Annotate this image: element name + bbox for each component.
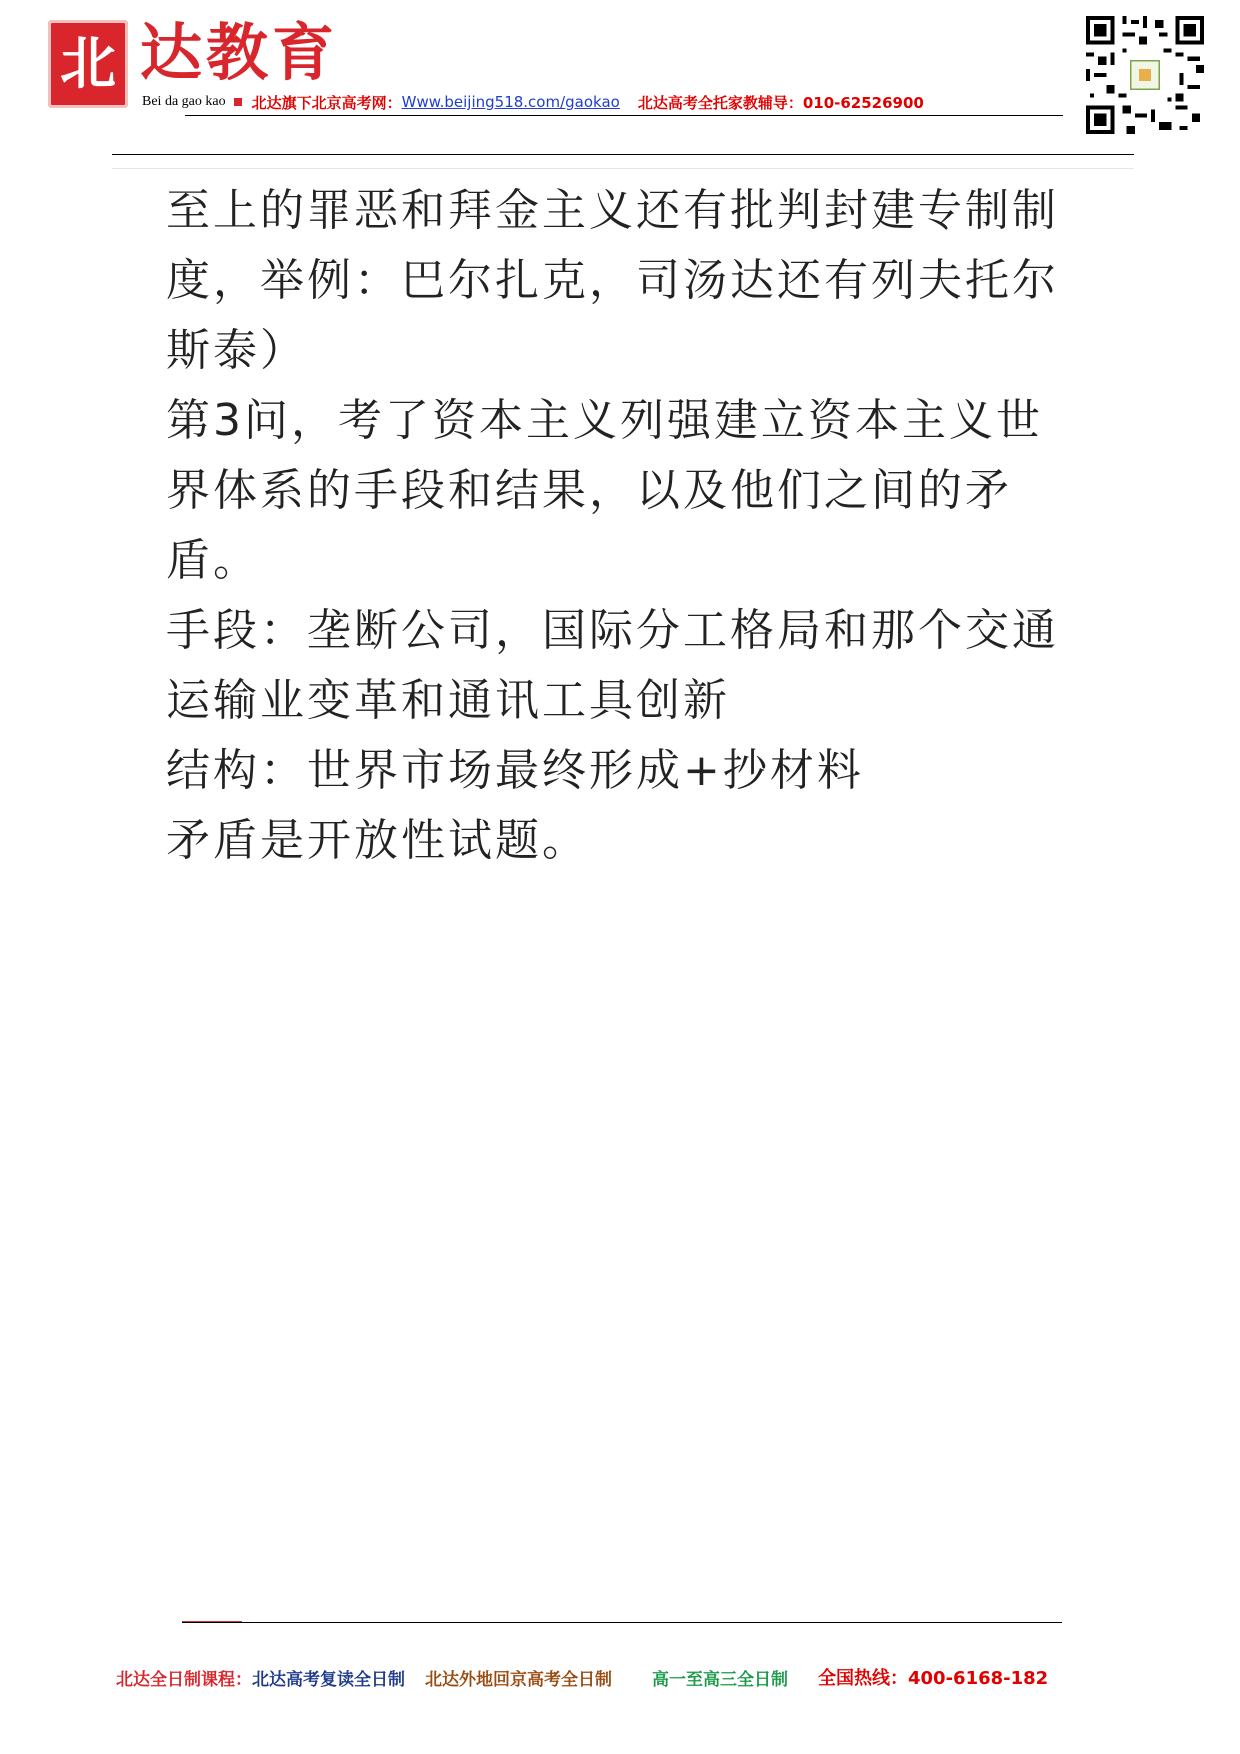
document-body — [166, 176, 1086, 876]
body-line: 运输业变革和通讯工具创新 — [166, 675, 730, 726]
footer-rule — [182, 1622, 1062, 1623]
page-top-rule — [112, 154, 1134, 155]
brand-logo — [48, 20, 128, 108]
brand-name: 达教育 — [140, 16, 339, 89]
body-line: 盾。 — [166, 535, 260, 586]
page-top-rule-light — [112, 168, 1134, 169]
body-line: 手段：垄断公司，国际分工格局和那个交通 — [166, 605, 1059, 656]
footer-label: 北达全日制课程： — [116, 1669, 252, 1690]
site-label: 北达旗下北京高考网： — [251, 93, 402, 112]
footer-hotline: 全国热线：400-6168-182 — [818, 1668, 1049, 1689]
header-underline — [185, 115, 1063, 116]
body-line: 第3问，考了资本主义列强建立资本主义世 — [166, 395, 1043, 446]
body-line: 至上的罪恶和拜金主义还有批判封建专制制 — [166, 185, 1059, 236]
red-square-icon — [234, 98, 242, 106]
body-line: 结构：世界市场最终形成+抄材料 — [166, 745, 864, 796]
body-line: 斯泰） — [166, 325, 307, 376]
footer-course-highschool: 高一至高三全日制 — [652, 1669, 788, 1690]
brand-pinyin: Bei da gao kao — [142, 94, 226, 109]
header-info-line — [142, 91, 1062, 113]
footer-course-repeat: 北达高考复读全日制 — [252, 1669, 405, 1690]
tutoring-hotline: 北达高考全托家教辅导：010-62526900 — [637, 93, 924, 112]
body-line: 界体系的手段和结果，以及他们之间的矛 — [166, 465, 1012, 516]
body-line: 度，举例：巴尔扎克，司汤达还有列夫托尔 — [166, 255, 1059, 306]
site-link[interactable]: Www.beijing518.com/gaokao — [401, 93, 620, 111]
footer-courses — [116, 1664, 1126, 1690]
qr-code-icon — [1086, 16, 1204, 134]
footer-course-return: 北达外地回京高考全日制 — [425, 1669, 612, 1690]
body-line: 矛盾是开放性试题。 — [166, 815, 589, 866]
logo-character: 北 — [60, 31, 116, 97]
